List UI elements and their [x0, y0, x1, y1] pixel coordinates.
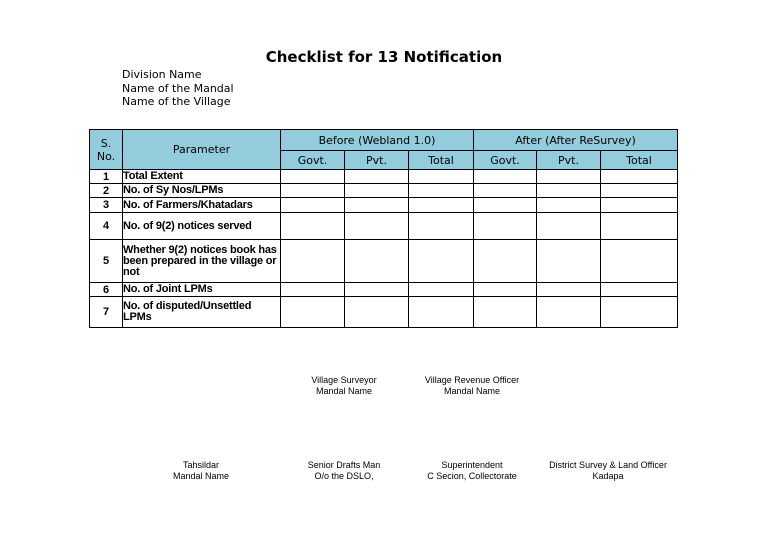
row-number: 1: [90, 170, 123, 184]
signatory-title: District Survey & Land Officer: [549, 460, 667, 470]
row-number: 7: [90, 297, 123, 328]
value-cell: [281, 297, 345, 328]
row-number: 5: [90, 240, 123, 283]
before-total-header: Total: [409, 151, 474, 170]
header-row: [90, 130, 678, 151]
value-cell: [345, 297, 409, 328]
value-cell: [409, 184, 474, 198]
village-surveyor-signature: [294, 375, 394, 396]
signatory-title: Village Revenue Officer: [424, 375, 520, 385]
signatory-subtitle: O/o the DSLO,: [314, 470, 374, 481]
table-row: [90, 213, 678, 240]
value-cell: [281, 170, 345, 184]
table-row: [90, 170, 678, 184]
value-cell: [537, 198, 601, 213]
tahsildar-signature: [161, 460, 241, 481]
value-cell: [601, 240, 678, 283]
value-cell: [474, 198, 537, 213]
signatory-subtitle: Kadapa: [592, 470, 624, 481]
row-number: 2: [90, 184, 123, 198]
value-cell: [474, 283, 537, 297]
signatory-title: Senior Drafts Man: [307, 460, 381, 470]
division-name-label: Division Name: [122, 68, 202, 81]
value-cell: [409, 283, 474, 297]
value-cell: [474, 170, 537, 184]
superintendent-signature: [412, 460, 532, 481]
village-revenue-officer-signature: [412, 375, 532, 396]
village-name-label: Name of the Village: [122, 95, 231, 109]
row-number: 4: [90, 213, 123, 240]
value-cell: [474, 184, 537, 198]
value-cell: [537, 240, 601, 283]
signatory-subtitle: C Secion, Collectorate: [427, 470, 517, 481]
value-cell: [281, 198, 345, 213]
value-cell: [601, 283, 678, 297]
after-govt-header: Govt.: [474, 151, 537, 170]
value-cell: [537, 213, 601, 240]
document-info: [122, 68, 234, 109]
row-number: 6: [90, 283, 123, 297]
value-cell: [537, 184, 601, 198]
value-cell: [474, 213, 537, 240]
signatory-title: Tahsildar: [182, 460, 220, 470]
value-cell: [281, 240, 345, 283]
value-cell: [345, 198, 409, 213]
signatory-title: Superintendent: [441, 460, 503, 470]
table-row: [90, 283, 678, 297]
checklist-table: [89, 129, 678, 328]
value-cell: [409, 198, 474, 213]
signatory-subtitle: Mandal Name: [315, 385, 373, 396]
senior-drafts-man-signature: [289, 460, 399, 481]
signatory-title: Village Surveyor: [311, 375, 377, 385]
row-parameter: No. of 9(2) notices served: [123, 213, 281, 240]
after-pvt-header: Pvt.: [537, 151, 601, 170]
row-parameter: No. of disputed/Unsettled LPMs: [123, 297, 281, 328]
before-govt-header: Govt.: [281, 151, 345, 170]
value-cell: [345, 170, 409, 184]
value-cell: [345, 213, 409, 240]
value-cell: [345, 240, 409, 283]
row-parameter: Total Extent: [123, 170, 281, 184]
value-cell: [601, 297, 678, 328]
parameter-header: Parameter: [123, 130, 281, 170]
value-cell: [281, 213, 345, 240]
row-parameter: No. of Joint LPMs: [123, 283, 281, 297]
value-cell: [281, 283, 345, 297]
value-cell: [537, 170, 601, 184]
value-cell: [345, 283, 409, 297]
table-row: [90, 198, 678, 213]
value-cell: [537, 283, 601, 297]
page-title: Checklist for 13 Notification: [265, 48, 503, 66]
after-total-header: Total: [601, 151, 678, 170]
row-parameter: No. of Farmers/Khatadars: [123, 198, 281, 213]
table-row: [90, 240, 678, 283]
value-cell: [601, 198, 678, 213]
table-row: [90, 297, 678, 328]
sno-header: S. No.: [90, 130, 123, 170]
before-pvt-header: Pvt.: [345, 151, 409, 170]
value-cell: [474, 297, 537, 328]
value-cell: [601, 213, 678, 240]
after-group-header: After (After ReSurvey): [474, 130, 678, 151]
value-cell: [409, 297, 474, 328]
value-cell: [409, 213, 474, 240]
row-parameter: No. of Sy Nos/LPMs: [123, 184, 281, 198]
signatory-subtitle: Mandal Name: [172, 470, 230, 481]
signatory-subtitle: Mandal Name: [443, 385, 501, 396]
before-group-header: Before (Webland 1.0): [281, 130, 474, 151]
value-cell: [409, 240, 474, 283]
value-cell: [345, 184, 409, 198]
row-parameter: Whether 9(2) notices book has been prepared in the village or not: [123, 240, 281, 283]
value-cell: [409, 170, 474, 184]
district-survey-officer-signature: [538, 460, 678, 481]
mandal-name-label: Name of the Mandal: [122, 81, 234, 95]
value-cell: [281, 184, 345, 198]
value-cell: [474, 240, 537, 283]
value-cell: [601, 184, 678, 198]
table-row: [90, 184, 678, 198]
value-cell: [601, 170, 678, 184]
row-number: 3: [90, 198, 123, 213]
value-cell: [537, 297, 601, 328]
